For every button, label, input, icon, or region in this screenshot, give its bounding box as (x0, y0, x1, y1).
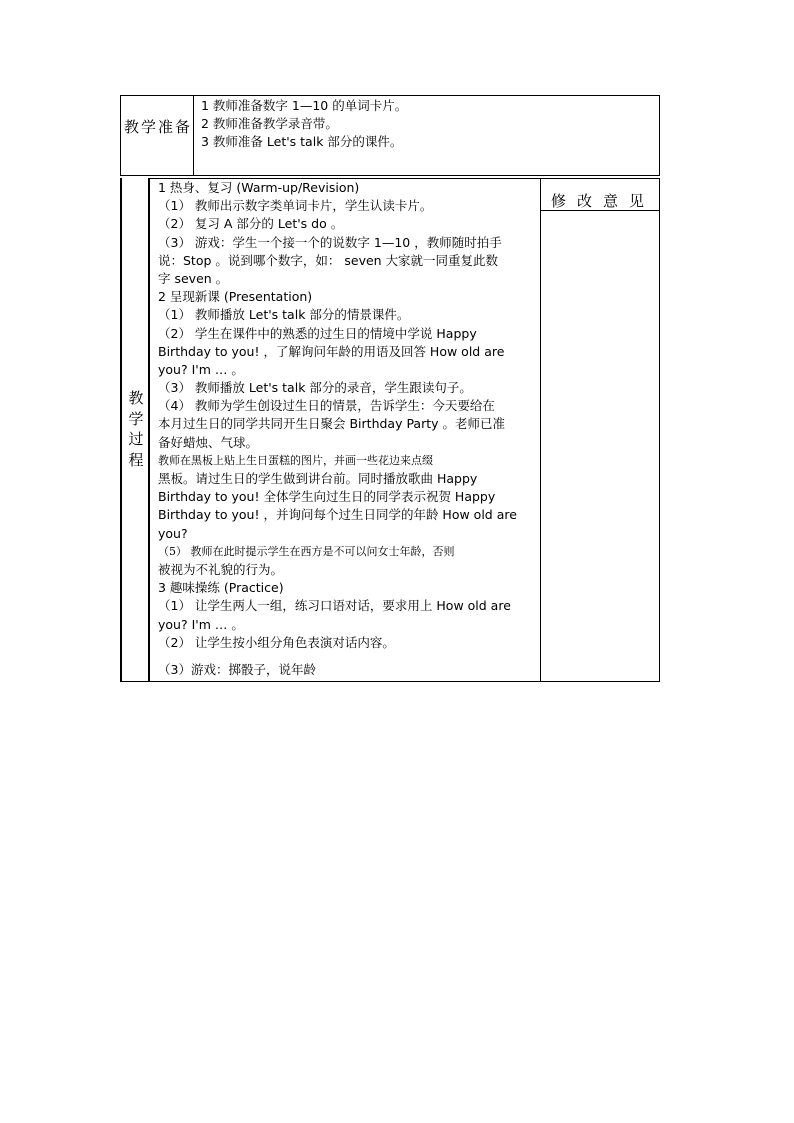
process-line: 被视为不礼貌的行为。 (158, 561, 284, 577)
prep-label: 教学准备 (124, 118, 193, 136)
process-line: 黑板。请过生日的学生做到讲台前。同时播放歌曲 Happy (158, 471, 478, 486)
process-line: （5） 教师在此时提示学生在西方是不可以问女士年龄，否则 (158, 544, 455, 558)
process-line: （2） 让学生按小组分角色表演对话内容。 (158, 634, 395, 650)
prep-table-border-bottom (120, 175, 660, 176)
process-line: 1 热身、复习 (Warm-up/Revision) (158, 180, 360, 195)
process-line: you? I'm … 。 (158, 616, 244, 632)
process-line: Birthday to you! ，并询问每个过生日同学的年龄 How old are (158, 507, 517, 523)
process-line: you? I'm … 。 (158, 361, 244, 377)
process-line: 2 呈现新课 (Presentation) (158, 289, 313, 305)
process-line: （3） 游戏：学生一个接一个的说数字 1—10 ，教师随时拍手 (158, 234, 502, 250)
process-line: （2） 学生在课件中的熟悉的过生日的情境中学说 Happy (158, 325, 477, 341)
process-table-label-divider (148, 178, 150, 682)
process-label: 教学过程 (128, 389, 144, 469)
process-line: （4） 教师为学生创设过生日的情景，告诉学生：今天要给在 (158, 398, 495, 414)
process-line: 字 seven 。 (158, 270, 229, 286)
process-table-border-right (659, 178, 660, 682)
process-content (158, 179, 538, 679)
process-table-revision-divider (540, 178, 541, 682)
prep-item-1: 1 教师准备数字 1—10 的单词卡片。 (201, 98, 408, 113)
process-line: （1） 让学生两人一组，练习口语对话，要求用上 How old are (158, 598, 511, 614)
process-line: （1） 教师出示数字类单词卡片，学生认读卡片。 (158, 198, 433, 214)
revision-header: 修改意见 (550, 192, 655, 210)
line-gap (158, 652, 538, 661)
process-line: （1） 教师播放 Let's talk 部分的情景课件。 (158, 307, 410, 323)
process-line: 3 趣味操练 (Practice) (158, 580, 284, 596)
prep-table-border-top (120, 95, 660, 96)
prep-item-3: 3 教师准备 Let's talk 部分的课件。 (201, 134, 403, 150)
process-line: 本月过生日的同学共同开生日聚会 Birthday Party 。老师已准 (158, 416, 505, 432)
process-line: you? (158, 525, 188, 541)
process-line: （3） 教师播放 Let's talk 部分的录音，学生跟读句子。 (158, 380, 472, 396)
process-line: Birthday to you! 全体学生向过生日的同学表示祝贺 Happy (158, 489, 496, 505)
prep-table-border-left (120, 95, 121, 176)
process-table-border-bottom (120, 681, 660, 682)
process-line: （3）游戏：掷骰子，说年龄 (158, 661, 316, 677)
process-table-border-left (120, 178, 122, 682)
process-line: 备好蜡烛、气球。 (158, 434, 259, 450)
process-line: 教师在黑板上贴上生日蛋糕的图片，并画一些花边来点缀 (158, 453, 433, 467)
prep-item-2: 2 教师准备教学录音带。 (201, 116, 338, 132)
prep-items (201, 97, 407, 152)
prep-table-divider (193, 95, 194, 176)
process-line: Birthday to you! ，了解询问年龄的用语及回答 How old are (158, 343, 505, 359)
prep-table-border-right (659, 95, 660, 176)
process-line: （2） 复习 A 部分的 Let's do 。 (158, 216, 344, 232)
process-line: 说：Stop 。说到哪个数字，如： seven 大家就一同重复此数 (158, 252, 499, 268)
